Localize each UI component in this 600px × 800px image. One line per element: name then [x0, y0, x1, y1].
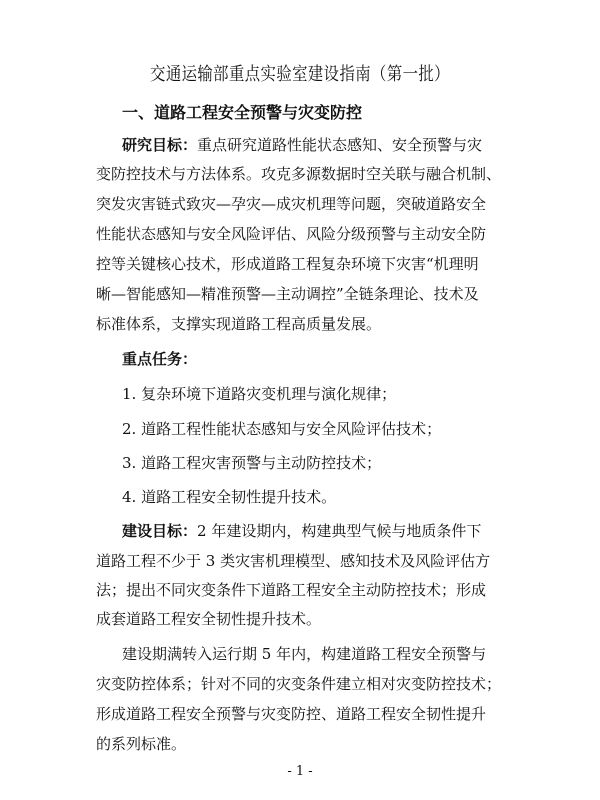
construction-goal-first-line [122, 521, 481, 541]
paragraph-line: 性能状态感知与安全风险评估、风险分级预警与主动安全防 [96, 225, 487, 243]
task-item: 1. 复杂环境下道路灾变机理与演化规律； [122, 385, 397, 403]
paragraph-line: 突发灾害链式致灾—孕灾—成灾机理等问题，突破道路安全 [96, 195, 487, 213]
paragraph-line: 成套道路工程安全韧性提升技术。 [96, 610, 322, 628]
construction-goal-label: 建设目标： [122, 522, 198, 540]
task-item: 4. 道路工程安全韧性提升技术。 [122, 488, 337, 506]
key-tasks-label: 重点任务： [122, 350, 198, 368]
research-goal-first-line [122, 135, 482, 155]
paragraph-line: 控等关键核心技术，形成道路工程复杂环境下灾害“机理明 [96, 255, 479, 273]
task-item: 2. 道路工程性能状态感知与安全风险评估技术； [122, 420, 442, 438]
paragraph-line: 变防控技术与方法体系。攻克多源数据时空关联与融合机制、 [96, 165, 502, 183]
paragraph-first-line: 建设期满转入运行期 5 年内，构建道路工程安全预警与 [122, 645, 487, 663]
research-goal-text: 重点研究道路性能状态感知、安全预警与灾 [197, 136, 483, 154]
research-goal-label: 研究目标： [122, 136, 198, 154]
page-number: - 1 - [287, 764, 313, 779]
paragraph-line: 道路工程不少于 3 类灾害机理模型、感知技术及风险评估方 [96, 552, 491, 570]
paragraph-line: 法；提出不同灾变条件下道路工程安全主动防控技术；形成 [96, 581, 487, 599]
paragraph-line: 标准体系，支撑实现道路工程高质量发展。 [96, 315, 382, 333]
paragraph-line: 灾变防控体系；针对不同的灾变条件建立相对灾变防控技术； [96, 675, 502, 693]
paragraph-line: 的系列标准。 [96, 735, 187, 753]
paragraph-line: 形成道路工程安全预警与灾变防控、道路工程安全韧性提升 [96, 705, 487, 723]
task-item: 3. 道路工程灾害预警与主动防控技术； [122, 454, 382, 472]
construction-goal-text: 2 年建设期内，构建典型气候与地质条件下 [197, 522, 482, 540]
section-heading: 一、道路工程安全预警与灾变防控 [122, 103, 363, 122]
document-title: 交通运输部重点实验室建设指南（第一批） [150, 64, 450, 85]
paragraph-line: 晰—智能感知—精准预警—主动调控”全链条理论、技术及 [96, 285, 479, 303]
